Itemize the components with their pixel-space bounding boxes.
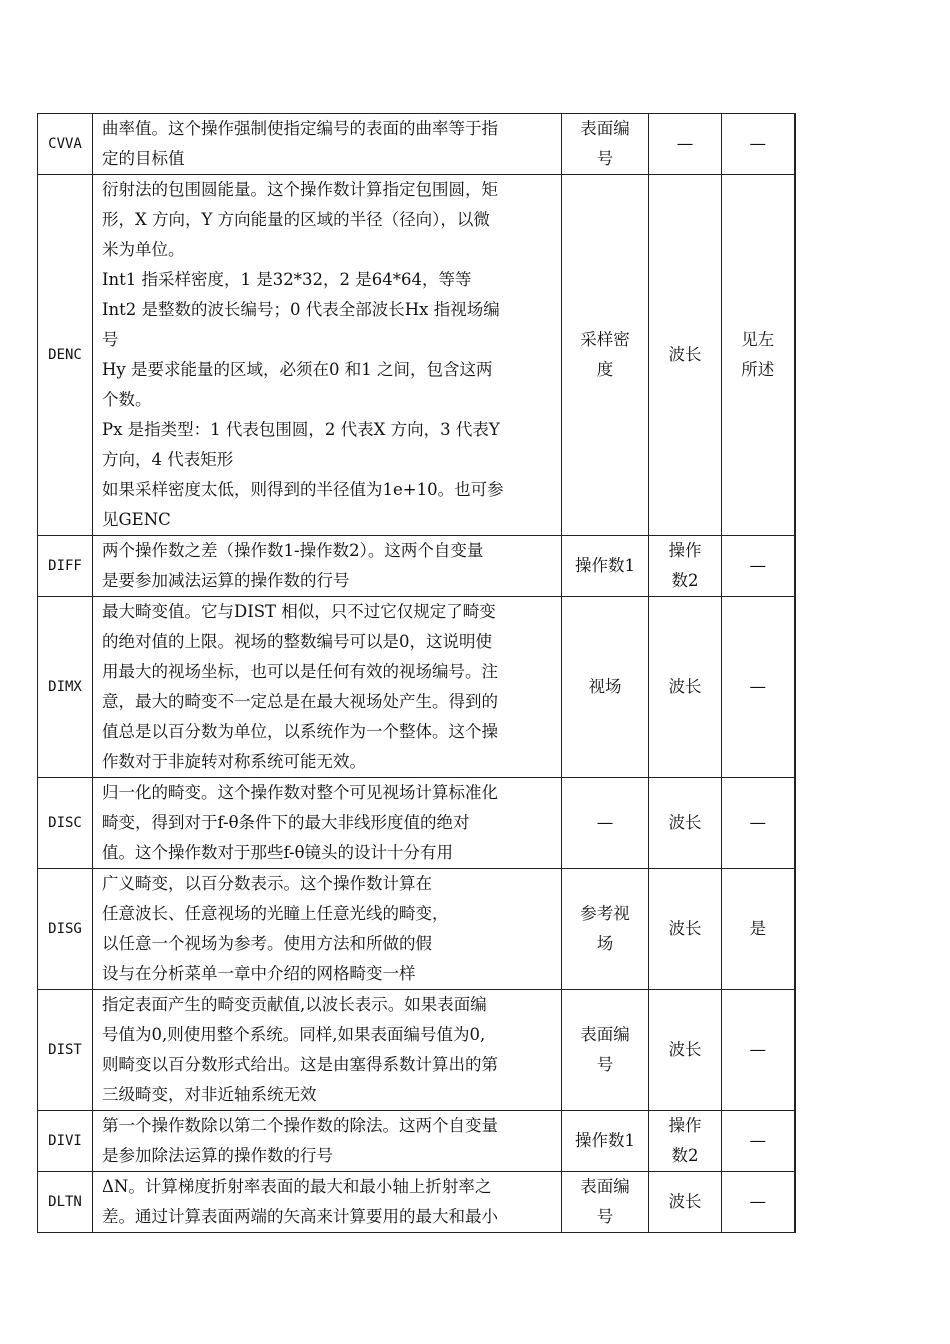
description-line: 指定表面产生的畸变贡献值,以波长表示。如果表面编 [102, 995, 487, 1014]
int2-column-text: 波长 [668, 345, 702, 364]
description-line: ΔN。计算梯度折射率表面的最大和最小轴上折射率之 [102, 1177, 492, 1196]
extra-column [722, 175, 795, 536]
int2-column [649, 114, 722, 175]
description-line: 意，最大的畸变不一定总是在最大视场处产生。得到的 [102, 692, 498, 711]
description-line: 最大畸变值。它与DIST 相似，只不过它仅规定了畸变 [102, 602, 496, 621]
extra-column-text: — [749, 556, 766, 575]
int2-column [649, 1111, 722, 1172]
extra-column-text: — [749, 1040, 766, 1059]
description-line: 如果采样密度太低，则得到的半径值为1e+10。也可参 [102, 480, 504, 499]
description-line: 个数。 [102, 390, 152, 409]
description-line: 曲率值。这个操作强制使指定编号的表面的曲率等于指 [102, 119, 498, 138]
table-row [38, 536, 795, 597]
extra-column [722, 1172, 795, 1233]
operand-code: DISG [38, 869, 93, 990]
description-line: 畸变，得到对于f-θ条件下的最大非线形度值的绝对 [102, 813, 470, 832]
operand-description [93, 778, 562, 869]
description-line: 衍射法的包围圆能量。这个操作数计算指定包围圆，矩 [102, 180, 498, 199]
description-line: 则畸变以百分数形式给出。这是由塞得系数计算出的第 [102, 1055, 498, 1074]
int2-column [649, 597, 722, 778]
extra-column-text: — [749, 1192, 766, 1211]
extra-column [722, 869, 795, 990]
operand-code: DLTN [38, 1172, 93, 1233]
description-line: 差。通过计算表面两端的矢高来计算要用的最大和最小 [102, 1207, 498, 1226]
description-line: 三级畸变，对非近轴系统无效 [102, 1085, 317, 1104]
int2-column-text: 操作 数2 [668, 541, 702, 590]
int1-column [562, 114, 649, 175]
description-line: 两个操作数之差（操作数1-操作数2）。这两个自变量 [102, 541, 484, 560]
int1-column [562, 536, 649, 597]
extra-column-text: — [749, 1131, 766, 1150]
extra-column [722, 990, 795, 1111]
operand-description [93, 175, 562, 536]
int2-column-text: 波长 [668, 919, 702, 938]
description-line: 是要参加减法运算的操作数的行号 [102, 571, 350, 590]
operand-code: DIFF [38, 536, 93, 597]
int2-column [649, 1172, 722, 1233]
int2-column-text: 波长 [668, 813, 702, 832]
table-row [38, 1172, 795, 1233]
table-row [38, 869, 795, 990]
operand-description [93, 597, 562, 778]
int1-column-text: 参考视 场 [580, 904, 630, 953]
int1-column [562, 778, 649, 869]
description-line: 设与在分析菜单一章中介绍的网格畸变一样 [102, 964, 416, 983]
description-line: 作数对于非旋转对称系统可能无效。 [102, 752, 366, 771]
extra-column [722, 114, 795, 175]
table-row [38, 990, 795, 1111]
description-line: 用最大的视场坐标，也可以是任何有效的视场编号。注 [102, 662, 498, 681]
description-line: 归一化的畸变。这个操作数对整个可见视场计算标准化 [102, 783, 498, 802]
int1-column [562, 1172, 649, 1233]
int1-column-text: 表面编 号 [580, 1025, 630, 1074]
description-line: 号值为0,则使用整个系统。同样,如果表面编号值为0, [102, 1025, 486, 1044]
description-line: 号 [102, 330, 119, 349]
operand-code: DENC [38, 175, 93, 536]
int1-column-text: — [596, 813, 614, 832]
extra-column-text: 见左 所述 [741, 330, 775, 379]
int2-column-text: 操作 数2 [668, 1116, 702, 1165]
description-line: Hy 是要求能量的区域，必须在0 和1 之间，包含这两 [102, 360, 493, 379]
table-row [38, 597, 795, 778]
int1-column [562, 990, 649, 1111]
extra-column [722, 536, 795, 597]
extra-column [722, 597, 795, 778]
extra-column-text: 是 [749, 919, 766, 938]
int1-column-text: 表面编 号 [580, 1177, 630, 1226]
int2-column [649, 778, 722, 869]
description-line: Px 是指类型：1 代表包围圆，2 代表X 方向，3 代表Y [102, 420, 500, 439]
table-row [38, 1111, 795, 1172]
operand-description [93, 1111, 562, 1172]
operand-table-body [38, 114, 795, 1233]
int2-column [649, 536, 722, 597]
description-line: Int2 是整数的波长编号；0 代表全部波长Hx 指视场编 [102, 300, 500, 319]
int1-column [562, 1111, 649, 1172]
operand-table [37, 113, 796, 1233]
operand-code: DISC [38, 778, 93, 869]
table-row [38, 175, 795, 536]
operand-code: CVVA [38, 114, 93, 175]
int2-column-text: 波长 [668, 1040, 702, 1059]
extra-column [722, 1111, 795, 1172]
description-line: 方向，4 代表矩形 [102, 450, 234, 469]
description-line: 值。这个操作数对于那些f-θ镜头的设计十分有用 [102, 843, 454, 862]
description-line: 以任意一个视场为参考。使用方法和所做的假 [102, 934, 432, 953]
int1-column-text: 表面编 号 [580, 119, 630, 168]
table-row [38, 778, 795, 869]
operand-code: DIST [38, 990, 93, 1111]
int2-column-text: 波长 [668, 1192, 702, 1211]
description-line: 是参加除法运算的操作数的行号 [102, 1146, 333, 1165]
description-line: 米为单位。 [102, 240, 185, 259]
description-line: 见GENC [102, 510, 171, 529]
int1-column-text: 采样密 度 [580, 330, 630, 379]
extra-column-text: — [749, 134, 766, 153]
description-line: 值总是以百分数为单位，以系统作为一个整体。这个操 [102, 722, 498, 741]
int1-column-text: 操作数1 [575, 556, 635, 575]
extra-column-text: — [749, 677, 766, 696]
int1-column [562, 869, 649, 990]
int1-column-text: 视场 [588, 677, 622, 696]
operand-description [93, 990, 562, 1111]
int2-column-text: — [676, 134, 694, 153]
extra-column-text: — [749, 813, 766, 832]
description-line: Int1 指采样密度，1 是32*32，2 是64*64，等等 [102, 270, 472, 289]
description-line: 的绝对值的上限。视场的整数编号可以是0，这说明使 [102, 632, 492, 651]
description-line: 广义畸变，以百分数表示。这个操作数计算在 [102, 874, 432, 893]
operand-code: DIVI [38, 1111, 93, 1172]
int1-column [562, 175, 649, 536]
int2-column [649, 175, 722, 536]
description-line: 定的目标值 [102, 149, 185, 168]
operand-code: DIMX [38, 597, 93, 778]
table-row [38, 114, 795, 175]
description-line: 第一个操作数除以第二个操作数的除法。这两个自变量 [102, 1116, 498, 1135]
extra-column [722, 778, 795, 869]
int2-column [649, 990, 722, 1111]
int1-column-text: 操作数1 [575, 1131, 635, 1150]
operand-description [93, 114, 562, 175]
description-line: 形，X 方向，Y 方向能量的区域的半径（径向），以微 [102, 210, 490, 229]
int2-column-text: 波长 [668, 677, 702, 696]
operand-description [93, 869, 562, 990]
operand-description [93, 536, 562, 597]
int2-column [649, 869, 722, 990]
operand-description [93, 1172, 562, 1233]
description-line: 任意波长、任意视场的光瞳上任意光线的畸变， [102, 904, 449, 923]
int1-column [562, 597, 649, 778]
operand-table-container [37, 113, 794, 1233]
